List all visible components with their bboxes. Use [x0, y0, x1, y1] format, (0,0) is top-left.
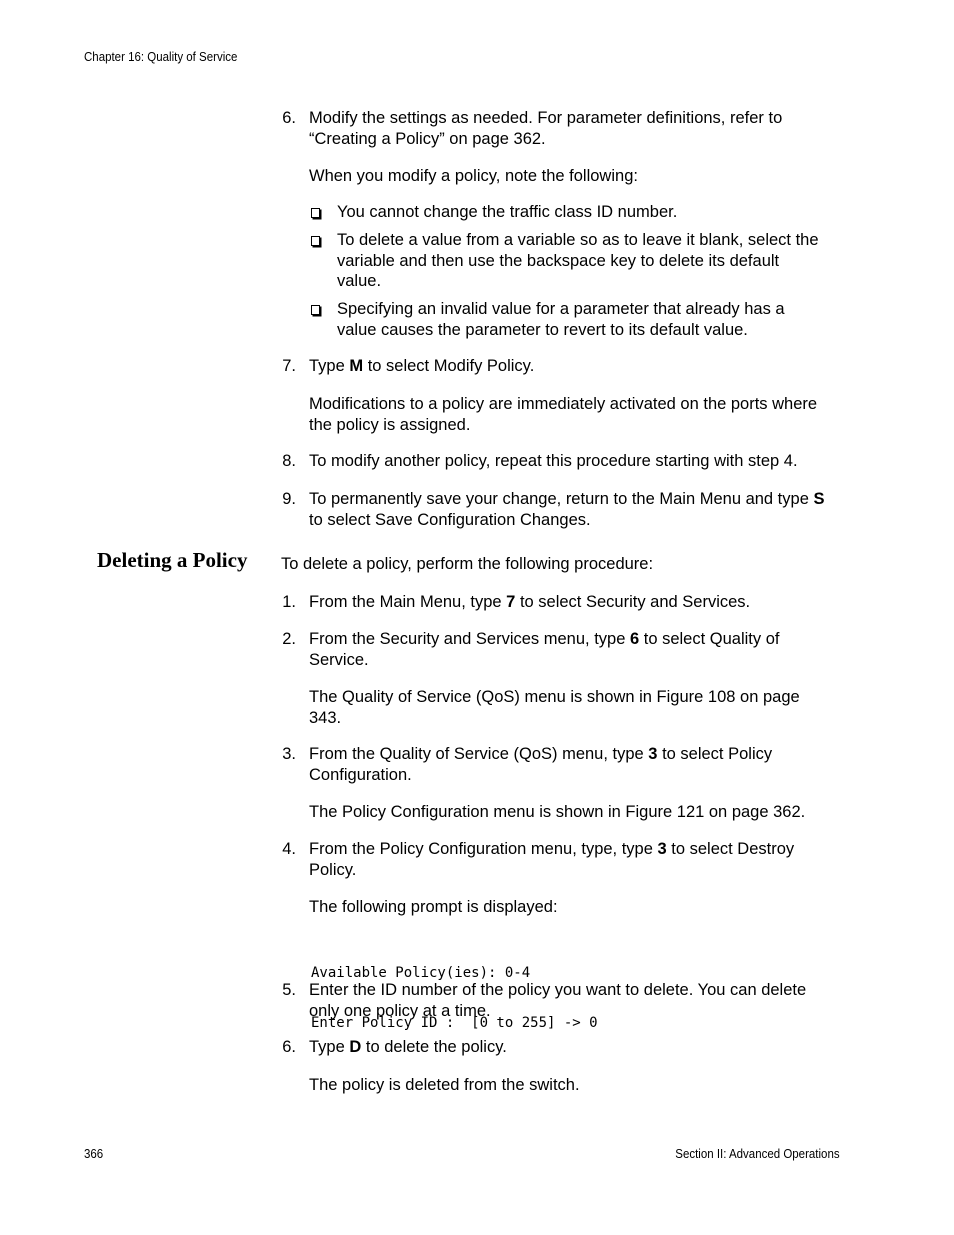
- page-number: 366: [84, 1147, 104, 1161]
- bullet-item: Specifying an invalid value for a parameter that already has a value causes the parameter to revert to its default value.: [337, 300, 785, 339]
- step-note: The Quality of Service (QoS) menu is shown in Figure 108 on page 343.: [309, 688, 800, 727]
- menu-key: S: [813, 490, 825, 508]
- checkbox-bullet-icon: [311, 305, 320, 315]
- menu-key: D: [349, 1038, 362, 1056]
- step-note: When you modify a policy, note the following:: [309, 167, 638, 185]
- menu-key: M: [349, 357, 364, 375]
- menu-key: 6: [629, 630, 640, 648]
- menu-key: 7: [506, 593, 516, 611]
- checkbox-bullet-icon: [311, 236, 320, 246]
- step-text: From the Security and Services menu, type 6 to select Quality of Service.: [309, 630, 780, 669]
- step-text: Enter the ID number of the policy you want to delete. You can delete only one policy at a time.: [309, 981, 807, 1020]
- step-text: To modify another policy, repeat this procedure starting with step 4.: [309, 452, 798, 470]
- checkbox-bullet-icon: [311, 208, 320, 218]
- step-text: Type M to select Modify Policy.: [309, 357, 535, 375]
- step-text: Type D to delete the policy.: [309, 1038, 507, 1056]
- bullet-item: To delete a value from a variable so as to leave it blank, select the variable and then use the backspace key to delete its default value.: [337, 231, 819, 290]
- section-heading: Deleting a Policy: [97, 548, 248, 572]
- step-note: The Policy Configuration menu is shown in Figure 121 on page 362.: [309, 803, 806, 821]
- step-note: The policy is deleted from the switch.: [309, 1076, 580, 1094]
- step-text: To permanently save your change, return to the Main Menu and type S to select Save Configuration Changes.: [309, 490, 825, 529]
- bullet-item: You cannot change the traffic class ID number.: [337, 203, 678, 221]
- menu-key: 3: [657, 840, 667, 858]
- step-text: From the Policy Configuration menu, type, type 3 to select Destroy Policy.: [309, 840, 795, 879]
- step-text: From the Main Menu, type 7 to select Security and Services.: [309, 593, 751, 611]
- step-text: Modify the settings as needed. For parameter definitions, refer to “Creating a Policy” on page 362.: [309, 109, 783, 148]
- running-header: Chapter 16: Quality of Service: [84, 50, 238, 64]
- step-note: The following prompt is displayed:: [309, 898, 558, 916]
- step-note: Modifications to a policy are immediately activated on the ports where the policy is assigned.: [309, 395, 818, 434]
- step-text: From the Quality of Service (QoS) menu, type 3 to select Policy Configuration.: [309, 745, 773, 784]
- section-intro: To delete a policy, perform the following procedure:: [281, 555, 654, 573]
- console-prompt-code: Available Policy(ies): 0-4 Enter Policy ID : [0 to 255] -> 0: [311, 965, 598, 1031]
- running-footer-section: Section II: Advanced Operations: [675, 1147, 840, 1161]
- menu-key: 3: [648, 745, 658, 763]
